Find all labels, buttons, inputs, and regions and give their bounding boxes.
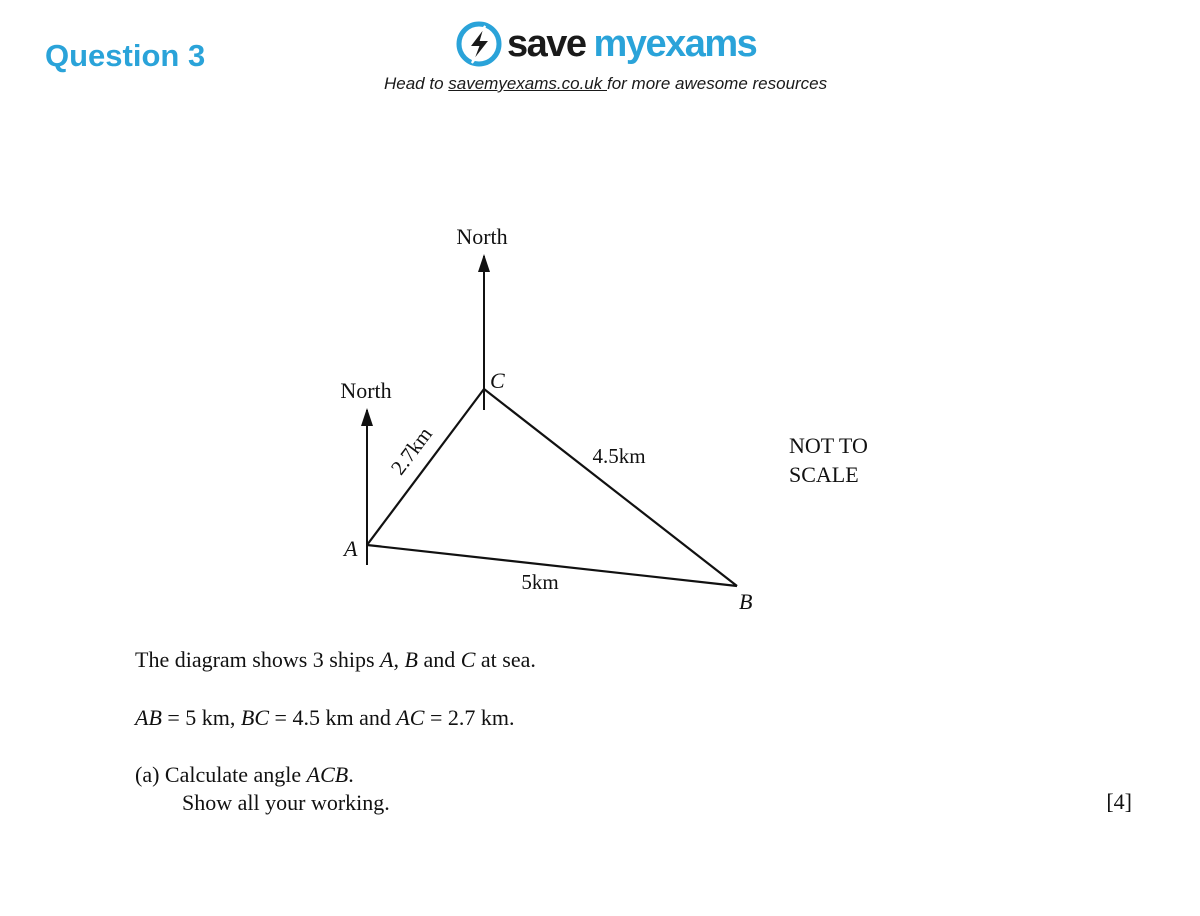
side-ac-line (367, 389, 484, 545)
length-bc-label: BC (240, 705, 270, 730)
intro-comma: , (393, 647, 405, 672)
north-arrow-c (478, 254, 490, 272)
side-label-ab: 5km (521, 570, 559, 594)
part-a-angle: ACB (306, 762, 349, 787)
length-ab-label: AB (135, 705, 162, 730)
part-a-label: (a) Calculate angle (135, 762, 307, 787)
north-label-a: North (340, 378, 392, 403)
logo-word-save: save (507, 23, 586, 65)
tagline-prefix: Head to (384, 74, 449, 93)
not-to-scale-line2: SCALE (789, 462, 859, 487)
side-label-bc: 4.5km (592, 444, 646, 468)
vertex-label-b: B (739, 589, 753, 614)
length-bc-value: = 4.5 km and (269, 705, 397, 730)
intro-ship-a: A (380, 647, 394, 672)
tagline-link[interactable]: savemyexams.co.uk (448, 74, 607, 93)
length-ac-label: AC (396, 705, 425, 730)
question-intro (135, 647, 536, 673)
intro-ship-c: C (460, 647, 476, 672)
part-a-prompt (135, 762, 354, 788)
logo-word-exams: exams (645, 23, 757, 65)
intro-text: The diagram shows 3 ships (135, 647, 381, 672)
intro-and: and (417, 647, 461, 672)
intro-after: at sea. (475, 647, 536, 672)
question-title: Question 3 (45, 38, 206, 73)
given-lengths (135, 705, 515, 731)
vertex-label-c: C (490, 368, 505, 393)
length-ac-value: = 2.7 km. (424, 705, 515, 730)
side-cb-line (484, 389, 737, 586)
side-label-ac: 2.7km (385, 422, 437, 480)
vertex-label-a: A (344, 536, 358, 561)
part-a-period: . (348, 762, 354, 787)
not-to-scale-line1: NOT TO (789, 433, 868, 458)
marks-badge: [4] (1106, 789, 1132, 814)
intro-ship-b: B (404, 647, 418, 672)
north-label-c: North (456, 224, 508, 249)
tagline-suffix: for more awesome resources (607, 74, 828, 93)
length-ab-value: = 5 km, (161, 705, 241, 730)
logo-word-my: my (593, 23, 646, 65)
part-a-instruction: Show all your working. (182, 790, 390, 815)
north-arrow-a (361, 408, 373, 426)
